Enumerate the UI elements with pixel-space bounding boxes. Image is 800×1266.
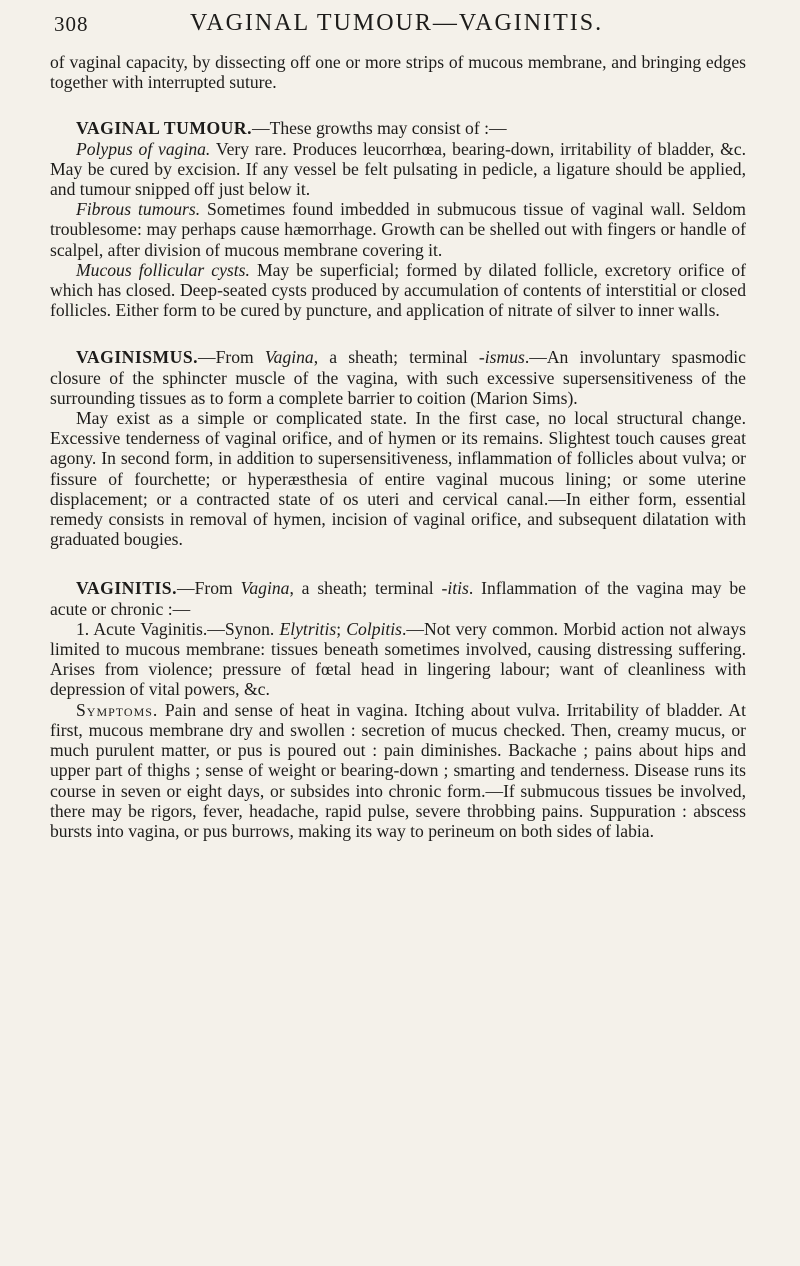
acute-synonym-1: Elytritis bbox=[279, 618, 337, 639]
symptoms-label: Symptoms. bbox=[76, 699, 159, 720]
symptoms-paragraph bbox=[50, 700, 746, 841]
polypus-text: Very rare. Produces leucorrhœa, bearing-down, irritability of bladder, &c. May be cured by excision. If any vessel be felt pulsating in pedicle, a ligature should be applied, and tumour snipped off just below it. bbox=[50, 138, 746, 200]
vaginal-tumour-entry bbox=[50, 118, 746, 138]
vaginal-tumour-heading: VAGINAL TUMOUR. bbox=[76, 118, 252, 139]
acute-vaginitis-paragraph bbox=[50, 619, 746, 700]
page-number: 308 bbox=[54, 12, 89, 36]
vaginitis-etym-suffix: -itis bbox=[441, 578, 469, 599]
book-page bbox=[50, 0, 770, 1266]
vaginismus-definition: .—An involuntary spasmodic closure of the sphincter muscle of the vagina, with such excessive supersensitiveness of the surrounding tissues as to form a complete barrier to coition (Marion Sims). bbox=[50, 347, 746, 408]
cysts-text: May be superficial; formed by dilated follicle, excretory orifice of which has closed. Deep-seated cysts produced by accumulation of contents of interstitial or closed follicles. Either form to be cured by puncture, and application of nitrate of silver to inner walls. bbox=[50, 259, 747, 321]
continuation-paragraph: of vaginal capacity, by dissecting off one or more strips of mucous membrane, and bringing edges together with interrupted suture. bbox=[50, 52, 746, 93]
vaginitis-definition: . Inflammation of the vagina may be acute or chronic :— bbox=[50, 578, 746, 619]
acute-vaginitis-text: .—Not very common. Morbid action not always limited to mucous membrane: tissues beneath sometimes involved, causing distressing suffering. Arises from violence; pressure of fœtal head in lingering labour; want of cleanliness with depression of vital powers, &c. bbox=[50, 618, 747, 700]
page-header bbox=[50, 4, 750, 40]
vaginitis-heading: VAGINITIS. bbox=[76, 578, 177, 599]
polypus-label: Polypus of vagina. bbox=[76, 138, 211, 159]
running-head: VAGINAL TUMOUR—VAGINITIS. bbox=[190, 10, 604, 36]
vaginitis-etym-word: Vagina bbox=[240, 578, 290, 599]
acute-synonym-pre: —Synon. bbox=[207, 618, 280, 639]
vaginal-tumour-intro: —These growths may consist of :— bbox=[251, 118, 507, 139]
cysts-label: Mucous follicular cysts. bbox=[76, 259, 250, 280]
vaginismus-forms-paragraph: May exist as a simple or complicated state. In the first case, no local structural change. Excessive tenderness of vaginal orifice, and of hymen or its remains. Slightest touch causes great agony. In second form, in addition to supersensitiveness, inflammation of follicles about vulva; or fissure of fourchette; or hyperæsthesia of entire vaginal mucous lining; or some uterine displacement; or a contracted state of os uteri and cervical canal.—In either form, essential remedy consists in removal of hymen, incision of vaginal orifice, and subsequent dilatation with graduated bougies. bbox=[50, 408, 746, 550]
vaginitis-etym-pre: —From bbox=[177, 578, 241, 599]
page-body bbox=[50, 52, 746, 841]
cysts-paragraph bbox=[50, 260, 746, 321]
vaginismus-etym-word: Vagina bbox=[264, 347, 314, 368]
vaginismus-etym-mid: , a sheath; terminal bbox=[313, 347, 479, 368]
fibrous-paragraph bbox=[50, 199, 746, 260]
acute-synonym-2: Colpitis bbox=[346, 618, 403, 639]
vaginitis-etym-mid: , a sheath; terminal bbox=[289, 578, 442, 599]
symptoms-text: Pain and sense of heat in vagina. Itching about vulva. Irritability of bladder. At first, mucous membrane dry and swollen : secretion of mucus checked. Then, creamy mucus, or much purulent matter, or pus is poured out : pain diminishes. Backache ; pains about hips and upper part of thighs ; sense of weight or bearing-down ; smarting and tenderness. Disease runs its course in seven or eight days, or subsides into chronic form.—If submucous tissues be involved, there may be rigors, fever, headache, rapid pulse, severe throbbing pains. Suppuration : abscess bursts into vagina, or pus burrows, making its way to perineum on both sides of labia. bbox=[50, 699, 746, 841]
vaginismus-etym-suffix: -ismus bbox=[478, 347, 525, 368]
fibrous-text: Sometimes found imbedded in submucous tissue of vaginal wall. Seldom troublesome: may perhaps cause hæmorrhage. Growth can be shelled out with fingers or handle of scalpel, after division of mucous membrane covering it. bbox=[50, 199, 746, 260]
vaginitis-entry bbox=[50, 578, 746, 618]
vaginismus-entry bbox=[50, 347, 746, 408]
vaginismus-etym-pre: —From bbox=[198, 347, 265, 368]
vaginismus-heading: VAGINISMUS. bbox=[76, 347, 199, 368]
acute-synonym-sep: ; bbox=[336, 618, 347, 639]
acute-vaginitis-label: 1. Acute Vaginitis. bbox=[76, 618, 208, 639]
polypus-paragraph bbox=[50, 139, 746, 200]
fibrous-label: Fibrous tumours. bbox=[76, 199, 201, 220]
